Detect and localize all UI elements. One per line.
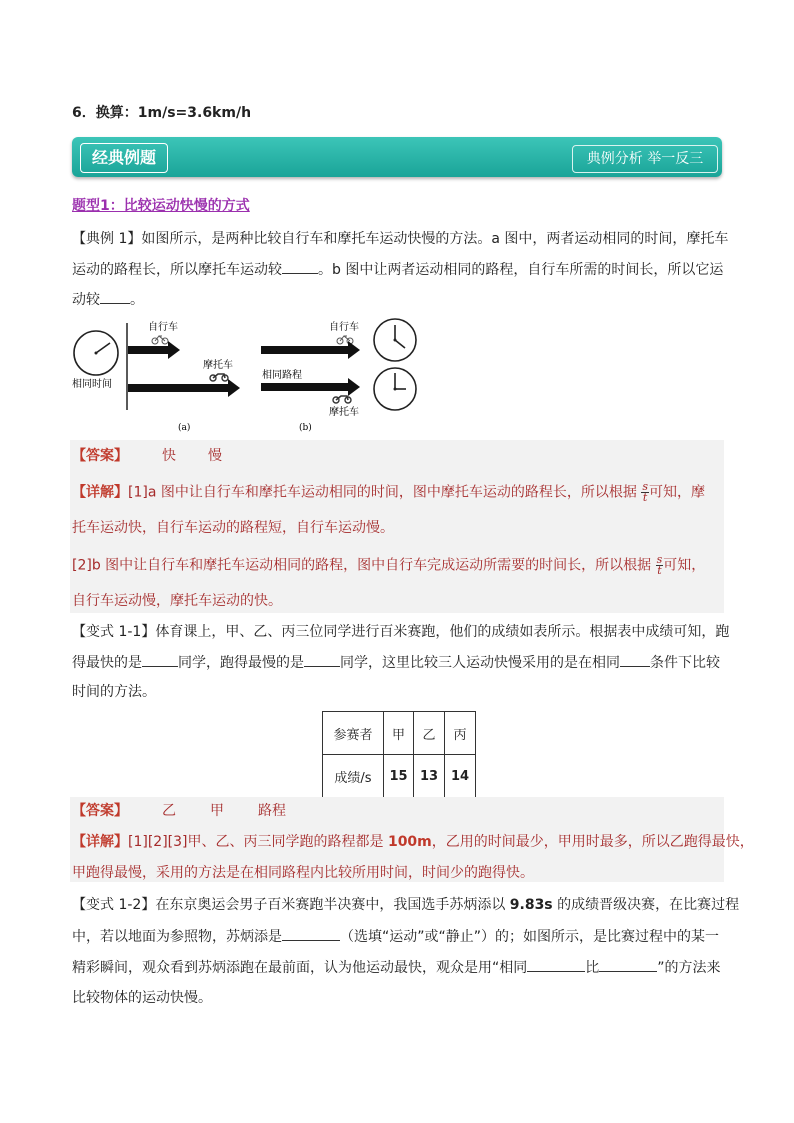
item-number: 6．换算：	[72, 105, 138, 121]
banner-title: 经典例题	[80, 143, 168, 173]
variant2-line3-b: 比	[585, 960, 600, 976]
detail1-line3	[72, 555, 705, 576]
moto-arrow-b	[261, 383, 348, 391]
bike-arrow-a	[128, 346, 168, 354]
same-time-label: 相同时间	[72, 379, 112, 390]
type-title: 题型1：比较运动快慢的方式	[72, 198, 250, 214]
formula-s: s	[642, 480, 648, 493]
answer2-value3: 路程	[258, 803, 286, 819]
variant2-line4: 比较物体的运动快慢。	[72, 990, 212, 1006]
moto-arrow-a	[128, 384, 228, 392]
example1-line3-b: 。	[130, 292, 144, 308]
variant2-line3	[72, 957, 721, 978]
blank	[620, 652, 650, 667]
table-cell: 14	[445, 755, 476, 798]
moto-label-b: 摩托车	[329, 407, 359, 418]
blank	[304, 652, 340, 667]
answer2-line	[72, 801, 286, 821]
table-row-label: 成绩/s	[323, 755, 384, 798]
answer-tag: 【答案】	[72, 448, 128, 464]
formula-s: s	[656, 553, 663, 566]
detail1-line2: 托车运动快，自行车运动的路程短，自行车运动慢。	[72, 520, 394, 536]
answer1-value2: 慢	[208, 448, 222, 464]
table-header-row	[323, 712, 476, 755]
detail1-line1-b: 可知，摩	[648, 484, 705, 501]
detail1-line1-a: [1]a 图中让自行车和摩托车运动相同的时间，图中摩托车运动的路程长，所以根据	[128, 484, 637, 501]
answer-tag: 【答案】	[72, 803, 128, 819]
variant2-line2	[72, 926, 719, 947]
formula-t: t	[657, 564, 662, 577]
answer1-value1: 快	[162, 448, 176, 464]
speed-formula	[641, 482, 649, 503]
variant1-line2	[72, 652, 720, 673]
answer2-value1: 乙	[162, 803, 176, 819]
variant2-line3-c: ”的方法来	[657, 960, 721, 976]
variant1-line2-a: 得最快的是	[72, 655, 142, 671]
motorcycle-icon	[210, 374, 228, 381]
variant1-line2-d: 条件下比较	[650, 655, 720, 671]
motion-comparison-figure	[70, 315, 420, 435]
variant2-line2-a: 中，若以地面为参照物，苏炳添是	[72, 929, 282, 945]
bike-label-b: 自行车	[329, 322, 359, 333]
same-distance-label: 相同路程	[262, 370, 302, 381]
table-cell: 13	[414, 755, 445, 798]
results-table	[322, 711, 476, 798]
blank	[282, 926, 340, 941]
blank	[282, 259, 318, 274]
table-row	[323, 755, 476, 798]
table-header: 甲	[384, 712, 414, 755]
variant2-line3-a: 精彩瞬间，观众看到苏炳添跑在最前面，认为他运动最快，观众是用“相同	[72, 960, 528, 976]
example1-line3-a: 动较	[72, 292, 100, 308]
variant2-line2-b: （选填“运动”或“静止”）的；如图所示，是比赛过程中的某一	[340, 929, 720, 945]
example1-line2	[72, 259, 723, 280]
table-header: 乙	[414, 712, 445, 755]
table-header: 参赛者	[323, 712, 384, 755]
detail2-line2: 甲跑得最慢，采用的方法是在相同路程内比较所用时间，时间少的跑得快。	[72, 865, 534, 881]
detail1-line3-a: [2]b 图中让自行车和摩托车运动相同的路程，图中自行车完成运动所需要的时间长，所以根据	[72, 557, 652, 574]
example1-line1: 【典例 1】如图所示，是两种比较自行车和摩托车运动快慢的方法。a 图中，两者运动相同的时间，摩托车	[72, 231, 729, 247]
variant2-time: 9.83s	[509, 897, 553, 913]
blank	[100, 289, 130, 304]
conversion-formula: 1m/s=3.6km/h	[137, 105, 252, 121]
variant1-line2-b: 同学，跑得最慢的是	[178, 655, 304, 671]
variant1-line3: 时间的方法。	[72, 684, 156, 700]
example1-line2-b: 。b 图中让两者运动相同的路程，自行车所需的时间长，所以它运	[318, 262, 724, 278]
example1-line2-a: 运动的路程长，所以摩托车运动较	[72, 262, 282, 278]
detail1-line1	[72, 482, 705, 503]
blank	[599, 957, 657, 972]
bike-arrow-b	[261, 346, 348, 354]
variant1-line1: 【变式 1-1】体育课上，甲、乙、丙三位同学进行百米赛跑，他们的成绩如表所示。根据表中成绩可知，跑	[72, 624, 730, 640]
table-header: 丙	[445, 712, 476, 755]
detail2-line1	[72, 832, 754, 852]
detail1-line4: 自行车运动慢，摩托车运动的快。	[72, 593, 282, 609]
variant2-line1-b: 的成绩晋级决赛，在比赛过程	[552, 897, 740, 913]
blank	[527, 957, 585, 972]
variant2-line1	[72, 895, 739, 915]
motorcycle-icon	[333, 396, 351, 403]
bicycle-icon	[337, 336, 353, 344]
caption-b: (b)	[299, 423, 312, 433]
conversion-line	[72, 103, 251, 123]
banner-subtitle: 典例分析 举一反三	[572, 145, 718, 173]
detail2-line1-b: ，乙用的时间最少，甲用时最多，所以乙跑得最快，	[431, 834, 754, 850]
table-cell: 15	[384, 755, 414, 798]
example1-line3	[72, 289, 144, 310]
detail2-distance: 100m	[387, 834, 432, 850]
bike-label-a: 自行车	[148, 322, 178, 333]
variant2-line1-a: 【变式 1-2】在东京奥运会男子百米赛跑半决赛中，我国选手苏炳添以	[72, 897, 510, 913]
blank	[142, 652, 178, 667]
caption-a: (a)	[178, 423, 191, 433]
formula-t: t	[642, 491, 648, 504]
answer1-line	[72, 446, 222, 466]
detail1-line3-b: 可知，	[663, 557, 706, 574]
detail-tag: 【详解】	[72, 484, 128, 501]
moto-label-a: 摩托车	[203, 360, 233, 371]
detail-tag: 【详解】	[72, 834, 128, 850]
variant1-line2-c: 同学，这里比较三人运动快慢采用的是在相同	[340, 655, 620, 671]
bicycle-icon	[152, 336, 168, 344]
answer2-value2: 甲	[210, 803, 224, 819]
detail2-line1-a: [1][2][3]甲、乙、丙三同学跑的路程都是	[128, 834, 388, 850]
